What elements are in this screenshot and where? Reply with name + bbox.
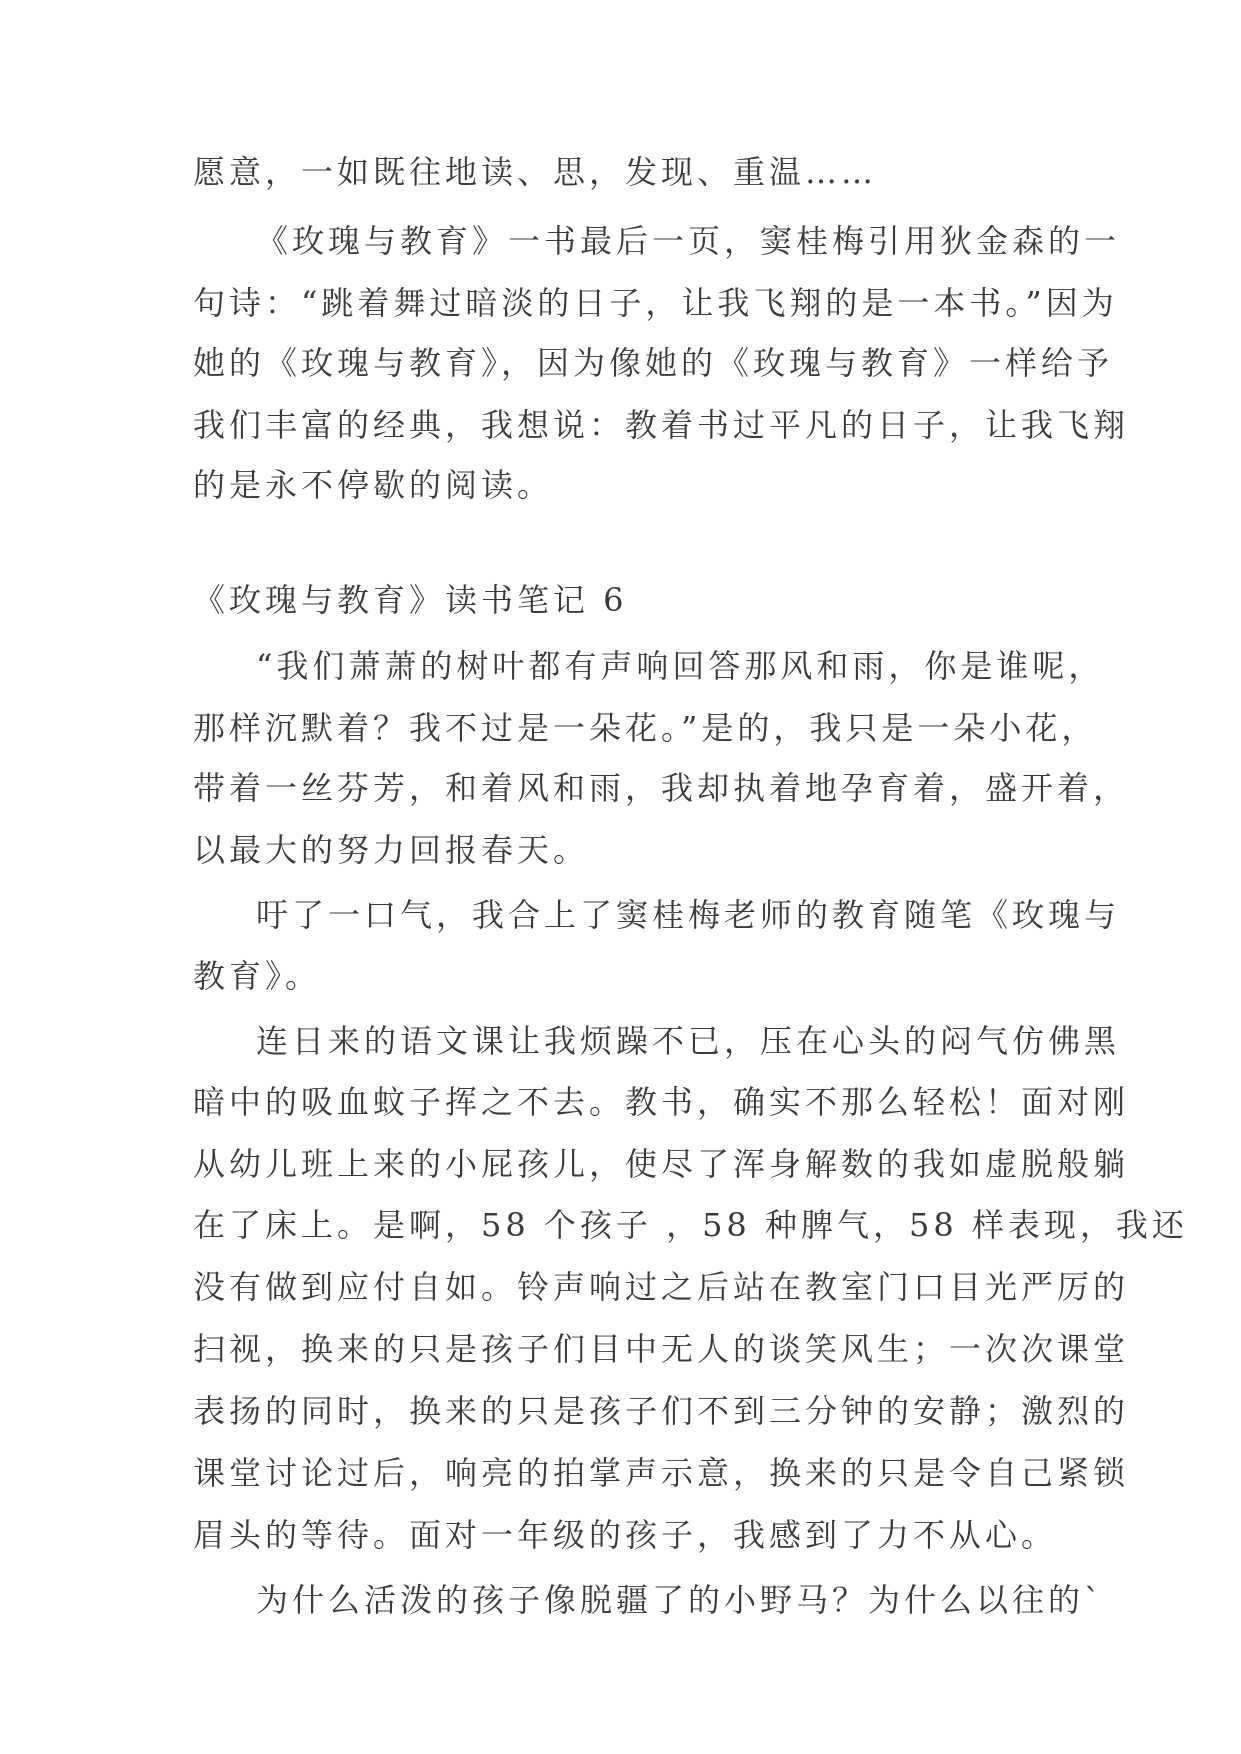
text-line: 眉头的等待。面对一年级的孩子，我感到了力不从心。	[193, 1516, 1058, 1554]
text-line: 教育》。	[193, 957, 322, 995]
text-line: 为什么活泼的孩子像脱疆了的小野马？为什么以往的`	[256, 1581, 1105, 1619]
text-line: 《玫瑰与教育》一书最后一页，窦桂梅引用狄金森的一	[256, 222, 1121, 260]
text-line: 从幼儿班上来的小屁孩儿，使尽了浑身解数的我如虚脱般躺	[193, 1145, 1130, 1183]
text-line: 愿意，一如既往地读、思，发现、重温……	[193, 153, 878, 191]
text-line: 的是永不停歇的阅读。	[193, 466, 554, 504]
text-line: 连日来的语文课让我烦躁不已，压在心头的闷气仿佛黑	[256, 1022, 1121, 1060]
text-line: 吁了一口气，我合上了窦桂梅老师的教育随笔《玫瑰与	[256, 896, 1121, 934]
text-line: 课堂讨论过后，响亮的拍掌声示意，换来的只是令自己紧锁	[193, 1454, 1130, 1492]
text-line: 表扬的同时，换来的只是孩子们不到三分钟的安静；激烈的	[193, 1392, 1130, 1430]
text-line: 在了床上。是啊，58 个孩子 ，58 种脾气，58 样表现，我还	[193, 1206, 1188, 1244]
text-line: 句诗：“跳着舞过暗淡的日子，让我飞翔的是一本书。”因为	[193, 284, 1118, 322]
text-line: “我们萧萧的树叶都有声响回答那风和雨，你是谁呢，	[256, 647, 1105, 685]
text-line: 我们丰富的经典，我想说：教着书过平凡的日子，让我飞翔	[193, 406, 1130, 444]
text-line: 扫视，换来的只是孩子们目中无人的谈笑风生；一次次课堂	[193, 1330, 1130, 1368]
text-line: 暗中的吸血蚊子挥之不去。教书，确实不那么轻松！面对刚	[193, 1083, 1130, 1121]
text-line: 她的《玫瑰与教育》，因为像她的《玫瑰与教育》一样给予	[193, 344, 1114, 382]
text-line: 以最大的努力回报春天。	[193, 831, 590, 869]
text-line: 带着一丝芬芳，和着风和雨，我却执着地孕育着，盛开着，	[193, 769, 1130, 807]
section-heading: 《玫瑰与教育》读书笔记 6	[193, 581, 628, 619]
text-line: 那样沉默着？我不过是一朵花。”是的，我只是一朵小花，	[193, 709, 1098, 747]
text-line: 没有做到应付自如。铃声响过之后站在教室门口目光严厉的	[193, 1268, 1130, 1306]
